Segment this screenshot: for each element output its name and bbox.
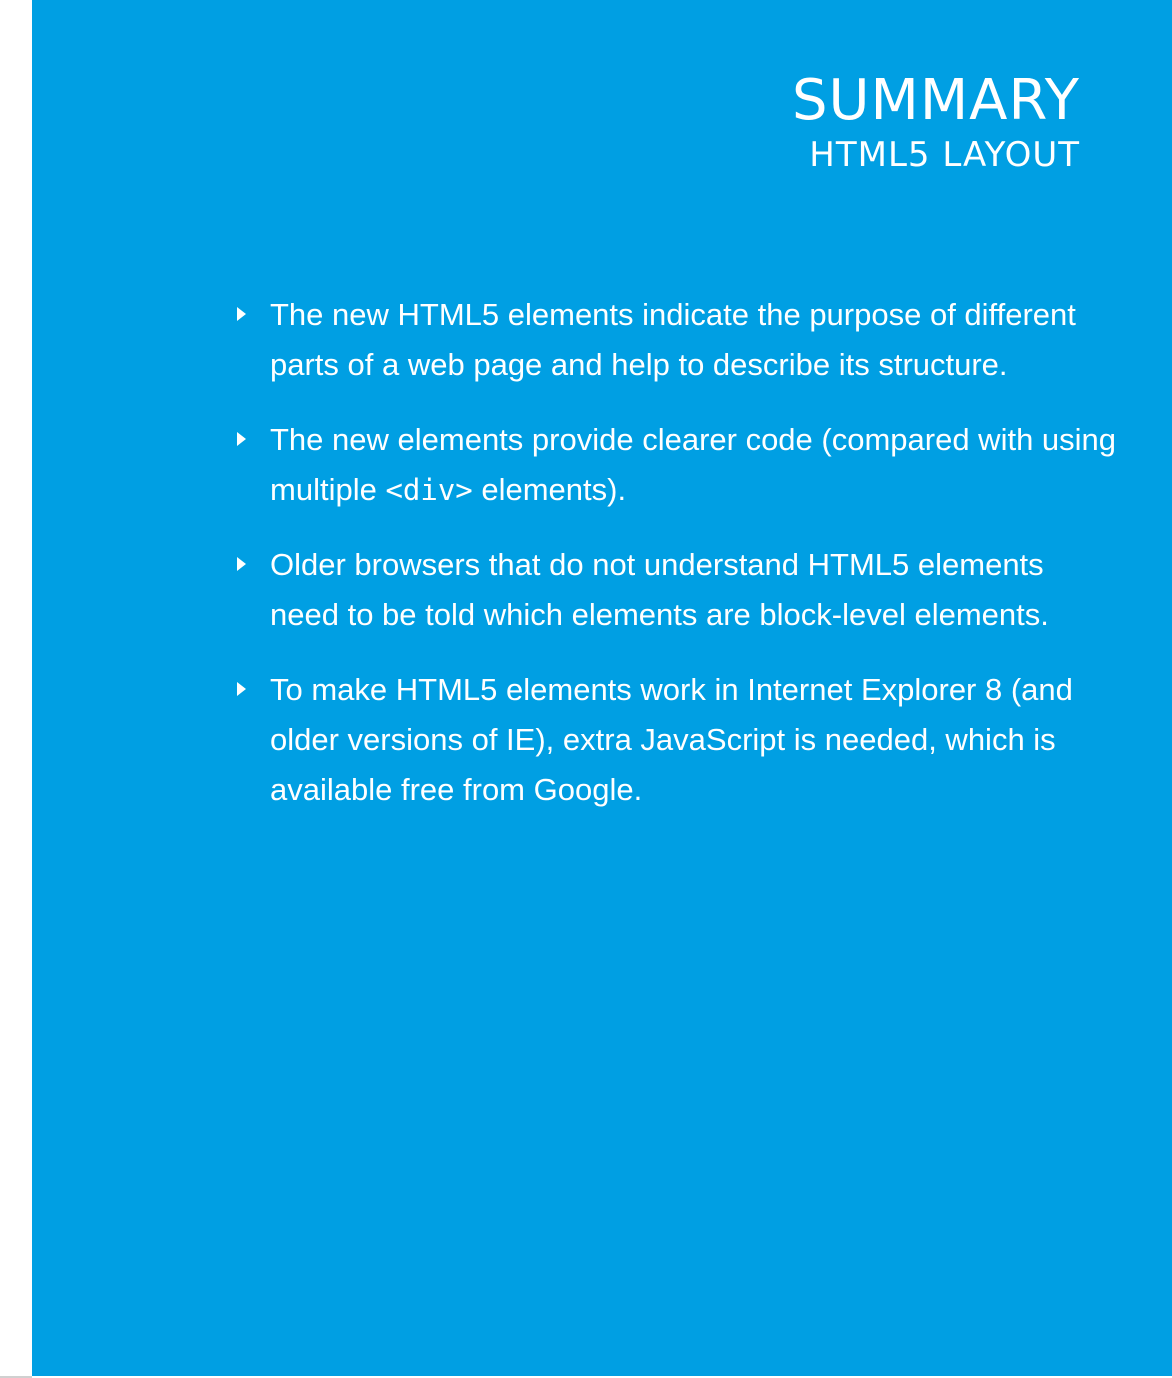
- bullet-text: To make HTML5 elements work in Internet Explorer 8 (and older versions of IE), extra JavaScript is needed, which is available free from Google.: [270, 672, 1073, 807]
- bullet-text: The new HTML5 elements indicate the purpose of different parts of a web page and help to describe its structure.: [270, 297, 1076, 382]
- triangle-right-icon: [237, 432, 246, 446]
- bullet-text-end: elements).: [472, 472, 627, 507]
- page-subtitle: HTML5 LAYOUT: [809, 135, 1080, 175]
- triangle-right-icon: [237, 682, 246, 696]
- triangle-right-icon: [237, 307, 246, 321]
- page-heading: [792, 68, 1080, 176]
- list-item: [237, 665, 1117, 815]
- page-title: SUMMARY: [791, 68, 1080, 133]
- summary-list: [237, 290, 1117, 840]
- summary-page: [32, 0, 1172, 1376]
- bullet-text-start: The new elements provide clearer code (compared with using multiple: [270, 422, 1117, 507]
- list-item: [237, 290, 1117, 390]
- bullet-text: Older browsers that do not understand HTML5 elements need to be told which elements are block-level elements.: [270, 547, 1049, 632]
- inline-code: <div>: [385, 473, 473, 507]
- list-item: [237, 415, 1117, 515]
- triangle-right-icon: [237, 557, 246, 571]
- list-item: [237, 540, 1117, 640]
